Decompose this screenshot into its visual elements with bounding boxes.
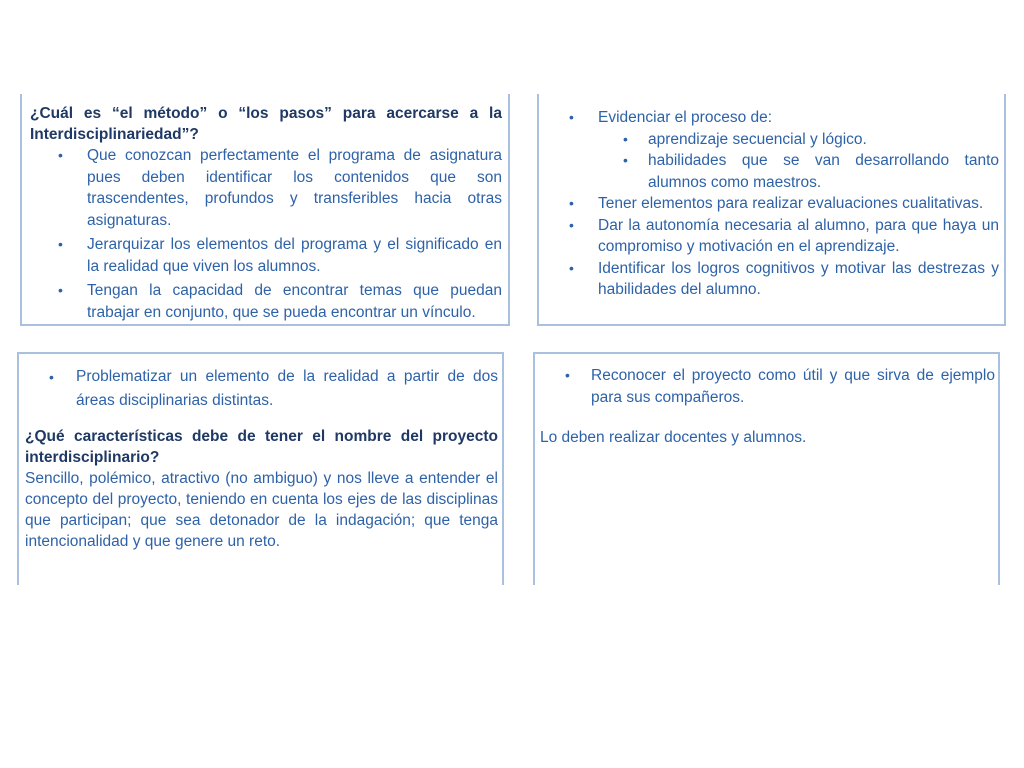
panel-recognition-content <box>540 365 995 448</box>
list-item-text: Tengan la capacidad de encontrar temas que puedan trabajar en conjunto, que se pueda encontrar un vínculo. <box>87 282 502 321</box>
evidence-sublist <box>598 129 999 194</box>
list-item-text: Que conozcan perfectamente el programa de asignatura pues deben identificar los contenidos que son trascendentes, profundos y transferibles hacia otras asignaturas. <box>87 147 502 229</box>
list-item-text: Identificar los logros cognitivos y motivar las destrezas y habilidades del alumno. <box>598 259 999 298</box>
sub-list-item-text: aprendizaje secuencial y lógico. <box>648 130 867 148</box>
panel-evidence-content <box>541 107 999 301</box>
list-item <box>25 365 498 413</box>
list-item <box>541 215 999 258</box>
recognition-list <box>540 365 995 408</box>
panel-method-steps-content <box>30 103 502 323</box>
method-steps-list <box>30 145 502 323</box>
bullet-icon: • <box>58 282 63 298</box>
problematize-list <box>25 365 498 413</box>
list-item-text: Evidenciar el proceso de: <box>598 109 773 126</box>
list-item-text: Tener elementos para realizar evaluaciones cualitativas. <box>598 195 984 212</box>
list-item <box>30 280 502 323</box>
list-item <box>30 234 502 277</box>
list-item <box>541 107 999 193</box>
panel-project-name-content <box>25 365 498 552</box>
bullet-icon: • <box>623 152 628 168</box>
evidence-list <box>541 107 999 301</box>
bullet-icon: • <box>569 259 574 276</box>
bullet-icon: • <box>58 147 63 163</box>
list-item <box>30 145 502 231</box>
bullet-icon: • <box>58 236 63 252</box>
list-item-text: Dar la autonomía necesaria al alumno, para que haya un compromiso y motivación en el aprendizaje. <box>598 216 999 255</box>
panel-project-name <box>17 352 504 585</box>
sub-list-item <box>598 150 999 193</box>
sub-list-item-text: habilidades que se van desarrollando tanto alumnos como maestros. <box>648 152 999 191</box>
bullet-icon: • <box>569 216 574 233</box>
bullet-icon: • <box>565 367 570 383</box>
bullet-icon: • <box>623 130 628 147</box>
list-item-text: Problematizar un elemento de la realidad a partir de dos áreas disciplinarias distintas. <box>76 368 498 409</box>
sub-list-item <box>598 129 999 151</box>
bullet-icon: • <box>569 195 574 211</box>
panel-evidence <box>537 94 1006 326</box>
panel-recognition <box>533 352 1000 585</box>
list-item-text: Reconocer el proyecto como útil y que sirva de ejemplo para sus compañeros. <box>591 367 995 406</box>
list-item <box>541 193 999 215</box>
bullet-icon: • <box>49 369 54 385</box>
project-name-heading: ¿Qué características debe de tener el nombre del proyecto interdisciplinario? <box>25 428 498 466</box>
list-item <box>541 258 999 301</box>
list-item <box>540 365 995 408</box>
bullet-icon: • <box>569 109 574 125</box>
project-name-paragraph: Sencillo, polémico, atractivo (no ambiguo) y nos lleve a entender el concepto del proyecto, teniendo en cuenta los ejes de las disciplinas que participan; que sea detonador de la indagación; que tenga intencionalidad y que genere un reto. <box>25 470 498 550</box>
recognition-paragraph: Lo deben realizar docentes y alumnos. <box>540 429 807 446</box>
panel-method-steps <box>20 94 510 326</box>
method-steps-heading: ¿Cuál es “el método” o “los pasos” para acercarse a la Interdisciplinariedad”? <box>30 105 502 143</box>
list-item-text: Jerarquizar los elementos del programa y el significado en la realidad que viven los alumnos. <box>87 236 502 275</box>
